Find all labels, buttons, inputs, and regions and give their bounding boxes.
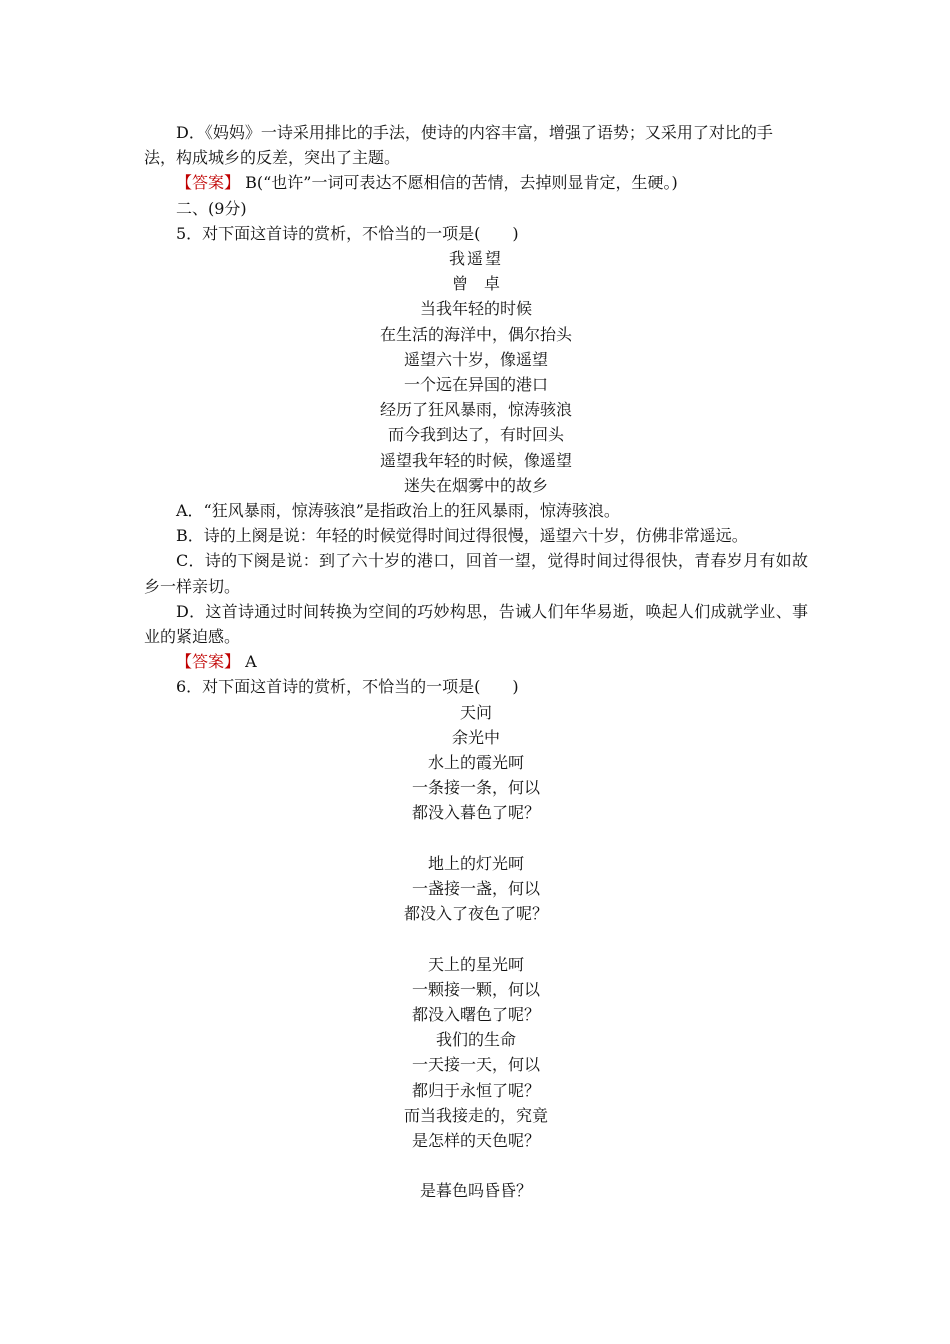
poem-line: 都没入了夜色了呢？ xyxy=(403,904,548,924)
poem-line: 一天接一天，何以 xyxy=(411,1055,540,1075)
q4-answer xyxy=(144,170,808,195)
q5-poem-author: 曾 卓 xyxy=(451,274,500,294)
poem-line: 而当我接走的，究竟 xyxy=(403,1105,548,1125)
q6-poem-author: 余光中 xyxy=(451,727,500,747)
q5-stem: 5．对下面这首诗的赏析，不恰当的一项是( ) xyxy=(176,223,519,243)
q4-option-d-line2: 法，构成城乡的反差，突出了主题。 xyxy=(144,148,401,168)
stanza-break xyxy=(144,1153,808,1178)
poem-line: 在生活的海洋中，偶尔抬头 xyxy=(379,324,572,344)
poem-line: 我们的生命 xyxy=(435,1030,516,1050)
poem-line: 一条接一条，何以 xyxy=(411,778,540,798)
poem-line: 天上的星光呵 xyxy=(427,954,524,974)
poem-line: 都没入暮色了呢？ xyxy=(411,803,540,823)
poem-line: 经历了狂风暴雨，惊涛骇浪 xyxy=(379,400,572,420)
answer-tag: 【答案】 xyxy=(176,652,241,672)
q6-stanza-2 xyxy=(144,851,808,927)
q5-poem xyxy=(144,296,808,498)
poem-line: 水上的霞光呵 xyxy=(427,753,524,773)
poem-line: 都没入曙色了呢？ xyxy=(411,1005,540,1025)
section-heading: 二、(9分) xyxy=(176,198,247,218)
poem-line: 一个远在异国的港口 xyxy=(403,375,548,395)
q6-stanza-4 xyxy=(144,1178,808,1203)
poem-line: 一盏接一盏，何以 xyxy=(411,879,540,899)
poem-line: 迷失在烟雾中的故乡 xyxy=(403,475,548,495)
q5-answer xyxy=(144,649,808,674)
q6-stanza-3 xyxy=(144,952,808,1154)
q6-stanza-1 xyxy=(144,750,808,826)
poem-line: 而今我到达了，有时回头 xyxy=(387,425,564,445)
stanza-break xyxy=(144,926,808,951)
poem-line: 都归于永恒了呢？ xyxy=(411,1080,540,1100)
poem-line: 地上的灯光呵 xyxy=(427,853,524,873)
q5-option-c: C．诗的下阕是说：到了六十岁的港口，回首一望，觉得时间过得很快，青春岁月有如故乡一样亲切。 xyxy=(144,551,808,596)
poem-line: 遥望六十岁，像遥望 xyxy=(403,349,548,369)
q5-poem-title: 我遥望 xyxy=(448,249,503,269)
stanza-break xyxy=(144,826,808,851)
q5-answer-text: A xyxy=(245,652,257,672)
poem-line: 当我年轻的时候 xyxy=(419,299,532,319)
poem-line: 是暮色吗昏昏？ xyxy=(419,1181,532,1201)
poem-line: 一颗接一颗，何以 xyxy=(411,979,540,999)
q5-option-b: B．诗的上阕是说：年轻的时候觉得时间过得很慢，遥望六十岁，仿佛非常遥远。 xyxy=(176,526,748,546)
answer-tag: 【答案】 xyxy=(176,173,241,193)
q4-option-d-line1: D．《妈妈》一诗采用排比的手法，使诗的内容丰富，增强了语势；又采用了对比的手 xyxy=(176,123,773,142)
poem-line: 是怎样的天色呢？ xyxy=(411,1131,540,1151)
poem-line: 遥望我年轻的时候，像遥望 xyxy=(379,450,572,470)
q4-answer-text: B(“也许”一词可表达不愿相信的苦情，去掉则显肯定，生硬。) xyxy=(245,173,678,193)
q6-stem: 6．对下面这首诗的赏析，不恰当的一项是( ) xyxy=(176,677,519,697)
q5-option-d: D．这首诗通过时间转换为空间的巧妙构思，告诫人们年华易逝，唤起人们成就学业、事业的紧迫感。 xyxy=(144,601,808,647)
document-body xyxy=(144,120,808,1204)
q6-poem-title: 天问 xyxy=(459,702,492,722)
q5-option-a: A．“狂风暴雨，惊涛骇浪”是指政治上的狂风暴雨，惊涛骇浪。 xyxy=(176,501,620,521)
